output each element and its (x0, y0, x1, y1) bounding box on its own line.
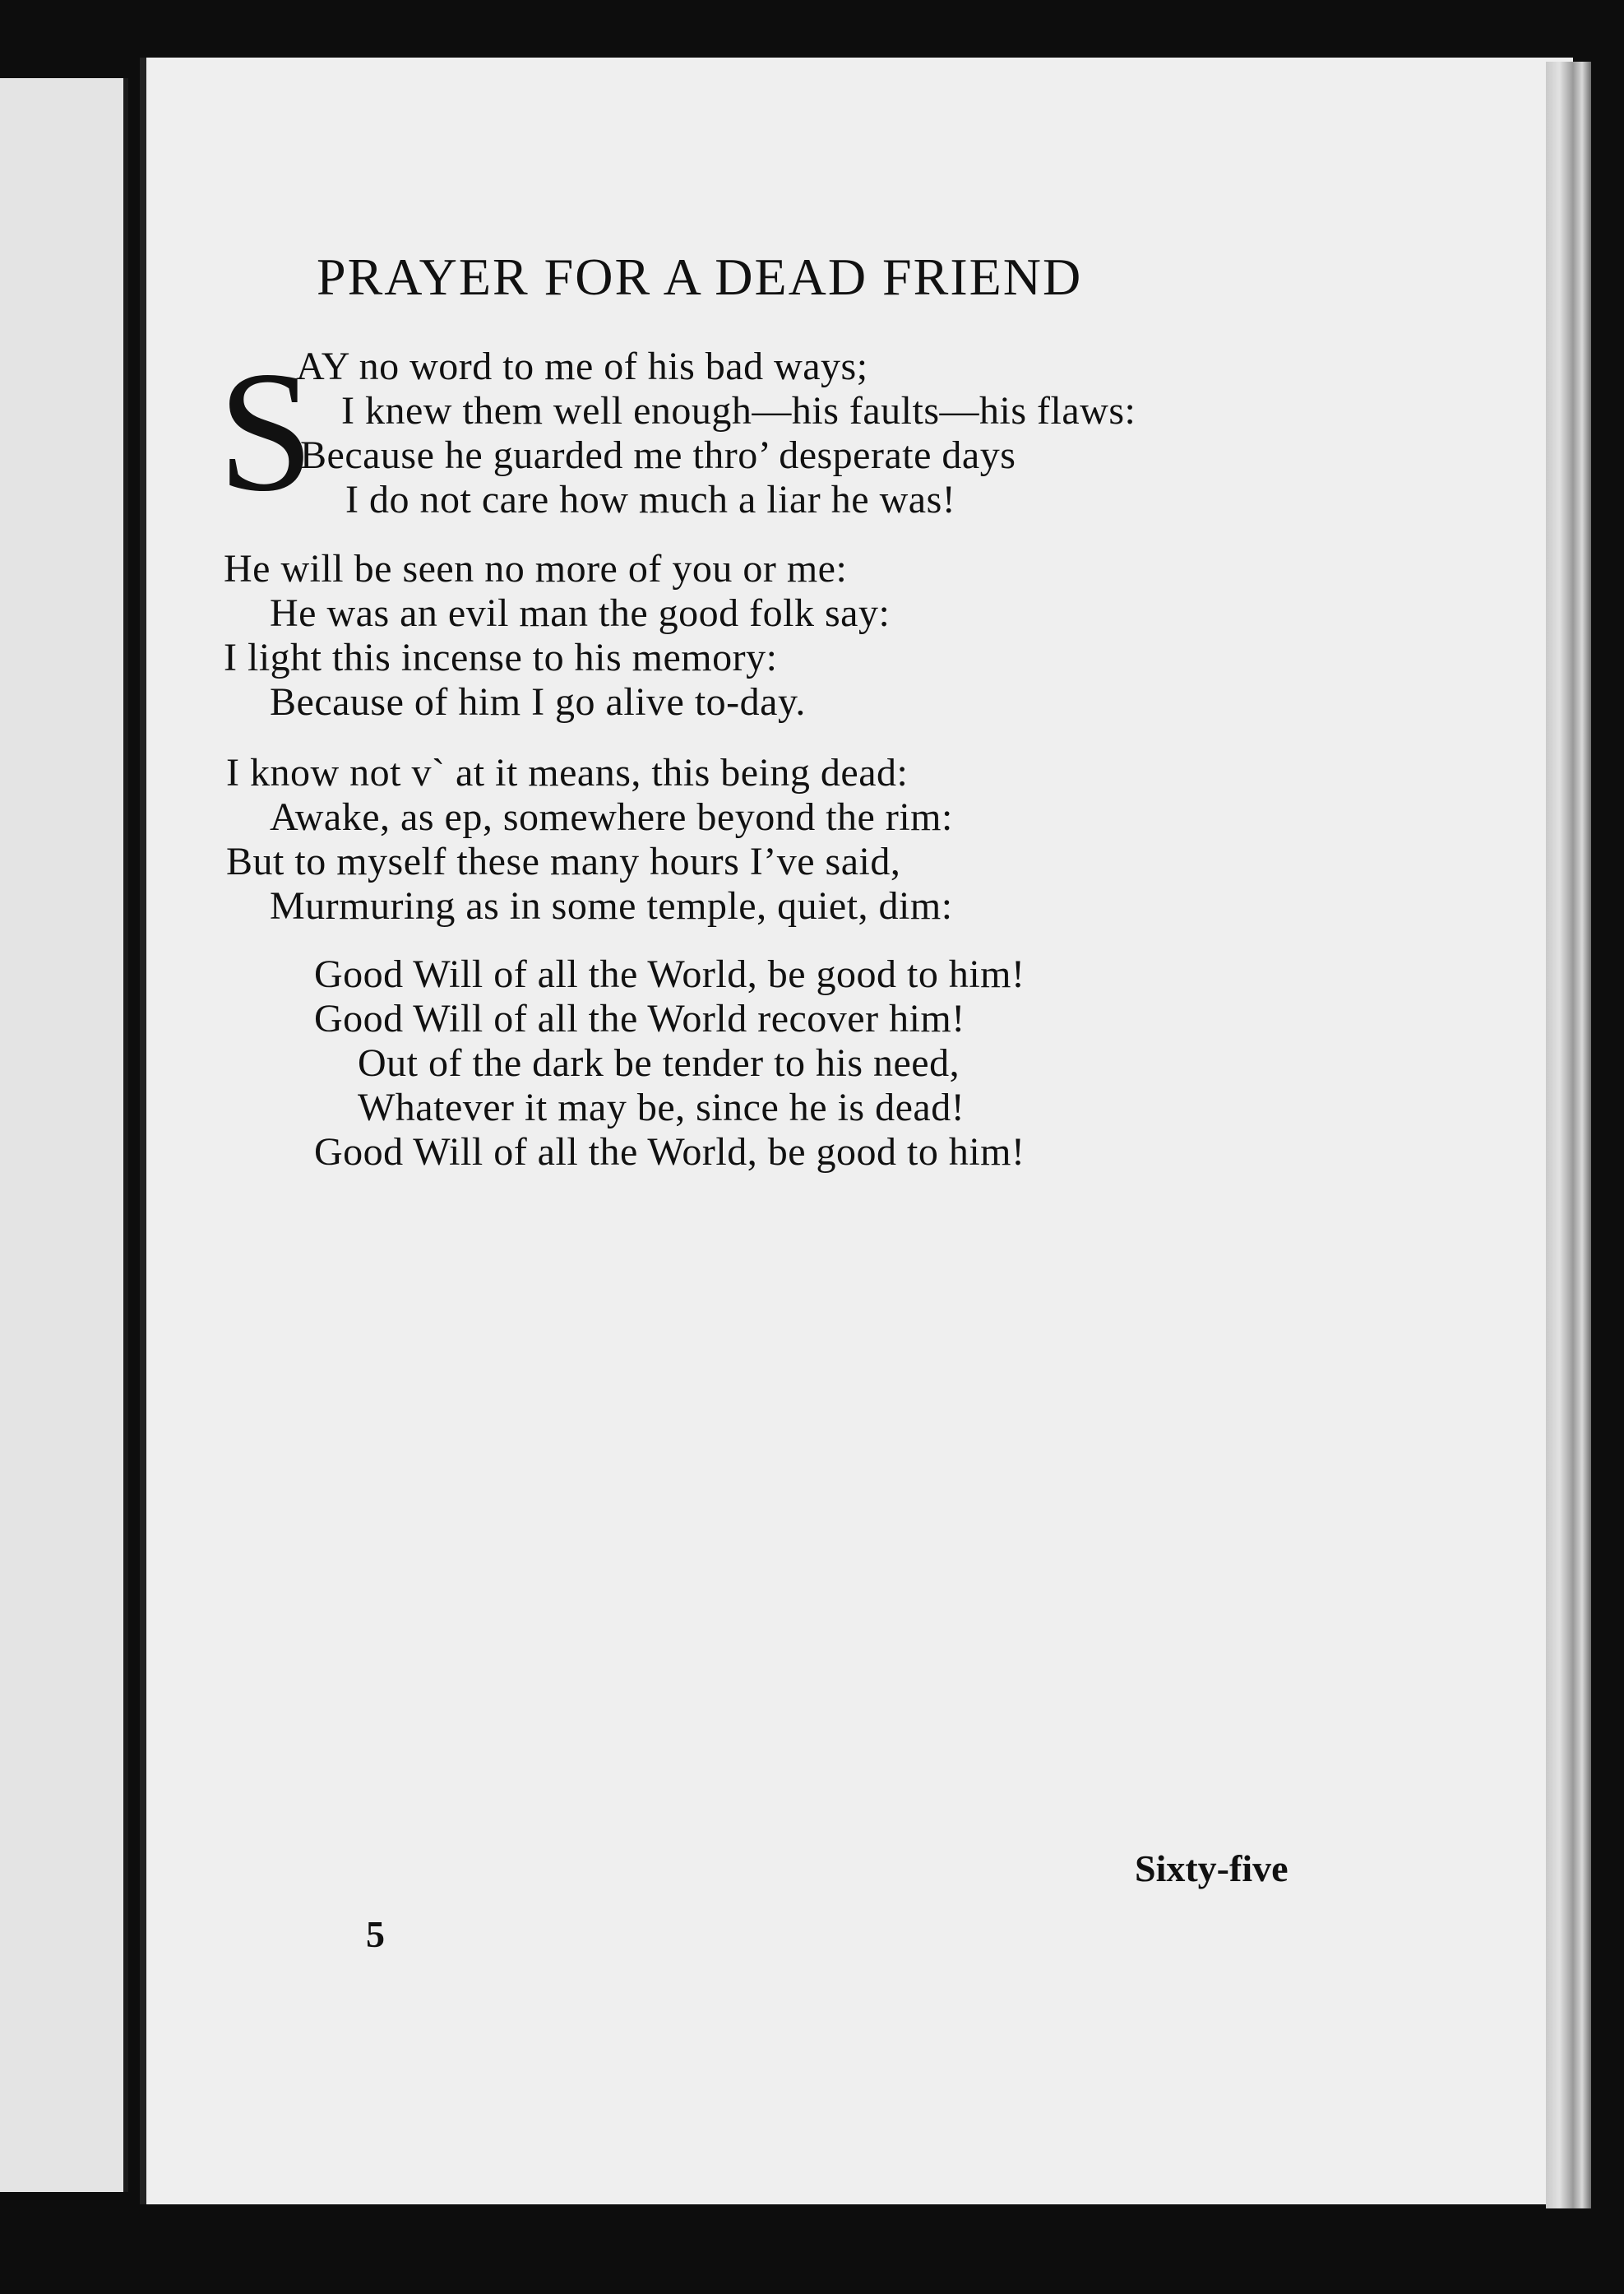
poem-line: Good Will of all the World, be good to him! (314, 952, 1025, 996)
poem-line: Out of the dark be tender to his need, (358, 1041, 960, 1085)
poem-line: He was an evil man the good folk say: (270, 591, 891, 635)
poem-line: I knew them well enough—his faults—his flaws: (341, 389, 1136, 433)
page-stack-edge (1546, 62, 1591, 2208)
poem-line: Murmuring as in some temple, quiet, dim: (270, 884, 953, 928)
poem-line: He will be seen no more of you or me: (224, 547, 848, 591)
facing-page-edge (0, 78, 128, 2192)
poem-line: AY no word to me of his bad ways; (296, 345, 868, 388)
poem-line: I light this incense to his memory: (224, 636, 778, 679)
poem-line: Whatever it may be, since he is dead! (358, 1086, 965, 1129)
signature-mark: 5 (366, 1913, 385, 1955)
poem-title: PRAYER FOR A DEAD FRIEND (317, 248, 1083, 306)
poem-line: Awake, as ep, somewhere beyond the rim: (270, 795, 953, 839)
poem-line: Because of him I go alive to-day. (270, 680, 806, 724)
poem-line: Because he guarded me thro’ desperate days (300, 433, 1016, 477)
poem-line: Good Will of all the World, be good to him! (314, 1130, 1025, 1174)
poem-line: I know not v` at it means, this being dead: (226, 751, 909, 795)
poem-line: Good Will of all the World recover him! (314, 997, 965, 1040)
page-number-label: Sixty-five (1135, 1847, 1289, 1889)
drop-cap: S (218, 336, 314, 527)
poem-line: I do not care how much a liar he was! (345, 478, 956, 521)
poem-line: But to myself these many hours I’ve said, (226, 840, 901, 883)
